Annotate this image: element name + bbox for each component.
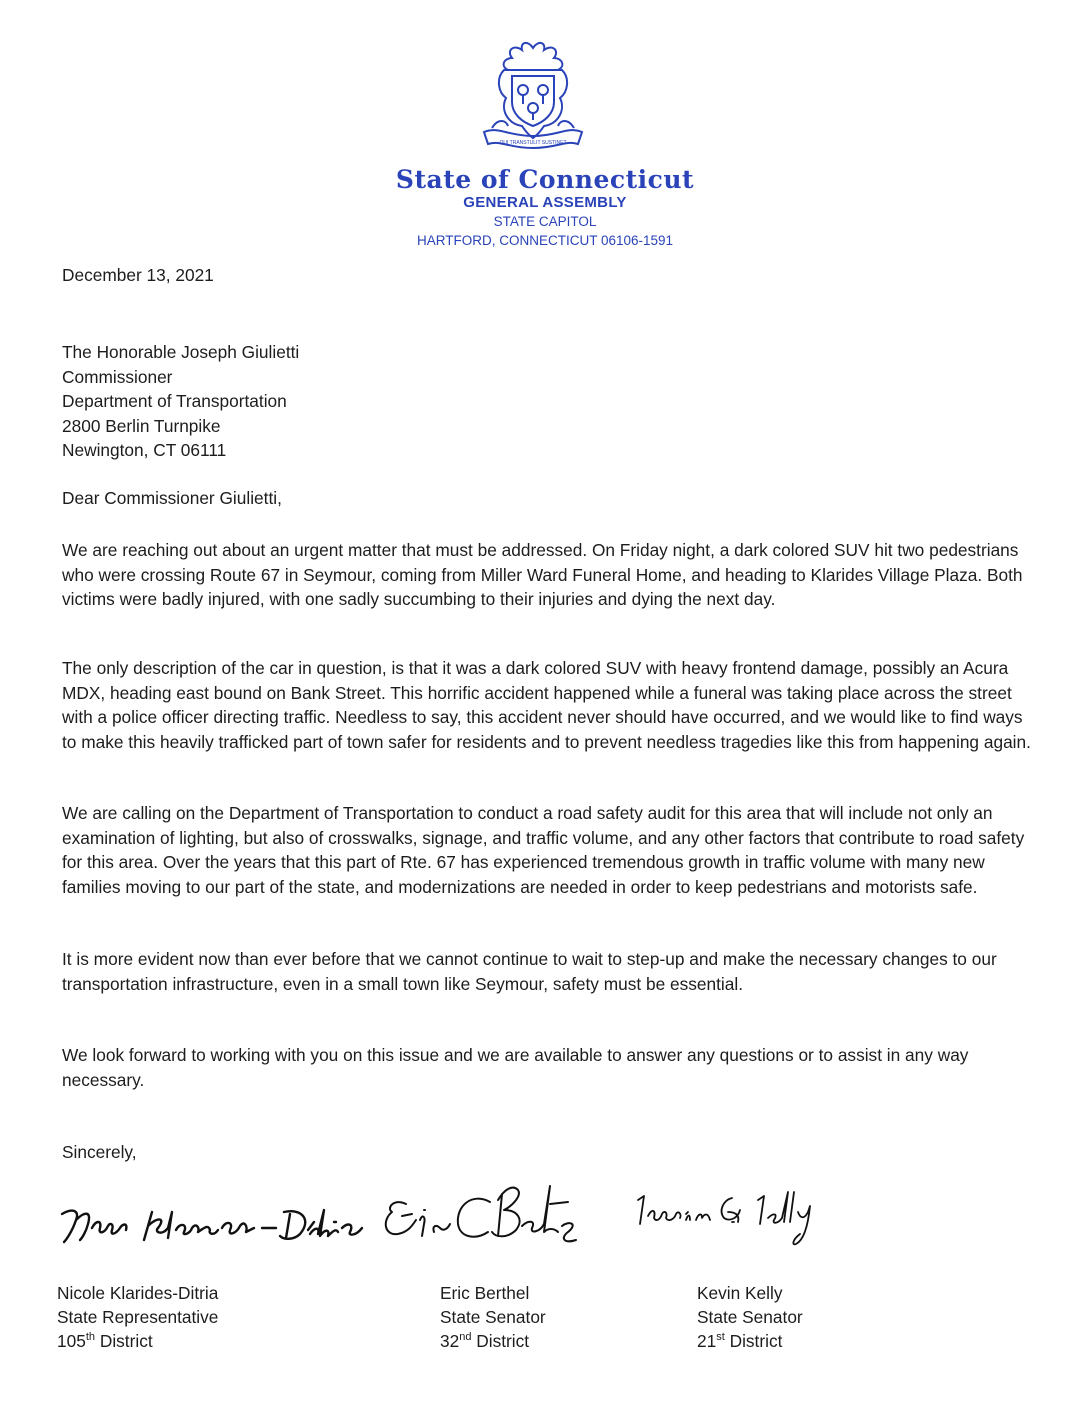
district-suffix: th [85, 1331, 96, 1344]
signer-title: State Senator [697, 1307, 803, 1328]
letterhead-assembly: GENERAL ASSEMBLY [463, 194, 627, 211]
district-suffix: st [716, 1331, 725, 1344]
recipient-name: The Honorable Joseph Giulietti [62, 342, 300, 362]
closing: Sincerely, [62, 1142, 137, 1162]
signer-title: State Senator [440, 1307, 546, 1328]
signer-district [57, 1329, 218, 1353]
signer-district [697, 1329, 803, 1353]
body-paragraph-1: We are reaching out about an urgent matter that must be addressed. On Friday night, a dark colored SUV hit two pedestrians who were crossing Route 67 in Seymour, coming from Miller Ward Funeral Home, and heading to Klarides Village Plaza. Both victims were badly injured, with one sadly succumbing to their injuries and dying the next day. [62, 540, 1023, 610]
signature-kelly [628, 1178, 868, 1258]
letterhead-state: State of Connecticut [395, 165, 695, 194]
recipient-city: Newington, CT 06111 [62, 440, 227, 461]
signer-title: State Representative [57, 1307, 219, 1328]
salutation: Dear Commissioner Giulietti, [62, 488, 282, 508]
district-word: District [724, 1331, 783, 1352]
district-suffix: nd [459, 1331, 472, 1344]
signer-block-2 [440, 1281, 546, 1354]
recipient-block [62, 340, 299, 463]
signature-klarides-ditria [58, 1198, 378, 1248]
district-number: 32 [440, 1331, 460, 1352]
body-paragraph-3: We are calling on the Department of Transportation to conduct a road safety audit for this area that will include not only an examination of lighting, but also of crosswalks, signage, and traffic volume, and any other factors that contribute to road safety for this area. Over the years that this part of Rte. 67 has experienced tremendous growth in traffic volume with many new families moving to our part of the state, and modernizations are needed in order to keep pedestrians and motorists safe. [62, 803, 1025, 897]
letterhead-capitol: STATE CAPITOL [493, 214, 597, 229]
recipient-title: Commissioner [62, 366, 173, 387]
recipient-department: Department of Transportation [62, 391, 287, 412]
body-paragraph-4: It is more evident now than ever before that we cannot continue to wait to step-up and make the necessary changes to our transportation infrastructure, even in a small town like Seymour, safety must be essential. [62, 949, 997, 994]
signature-berthel [372, 1170, 612, 1260]
district-number: 21 [697, 1331, 717, 1352]
district-word: District [95, 1331, 153, 1352]
signer-name: Eric Berthel [440, 1283, 530, 1303]
signer-name: Kevin Kelly [697, 1283, 783, 1303]
district-word: District [471, 1331, 530, 1352]
body-paragraph-5: We look forward to working with you on this issue and we are available to answer any questions or to assist in any way necessary. [62, 1045, 969, 1090]
signer-name: Nicole Klarides-Ditria [57, 1283, 219, 1303]
signer-block-3 [697, 1281, 803, 1354]
signer-district [440, 1329, 546, 1353]
signer-block-1 [57, 1281, 218, 1354]
letter-date: December 13, 2021 [62, 265, 214, 285]
seal-motto: QUI TRANSTULIT SUSTINET [499, 140, 567, 146]
recipient-street: 2800 Berlin Turnpike [62, 415, 221, 436]
body-paragraph-2: The only description of the car in question, is that it was a dark colored SUV with heavy frontend damage, possibly an Acura MDX, heading east bound on Bank Street. This horrific accident happened while a funeral was taking place across the street with a police officer directing traffic. Needless to say, this accident never should have occurred, and we would like to find ways to make this heavily trafficked part of town safer for residents and to prevent needless tragedies like this from happening again. [62, 658, 1031, 752]
connecticut-seal-icon [478, 40, 588, 156]
district-number: 105 [57, 1331, 86, 1352]
letterhead-city: HARTFORD, CONNECTICUT 06106-1591 [416, 233, 674, 248]
